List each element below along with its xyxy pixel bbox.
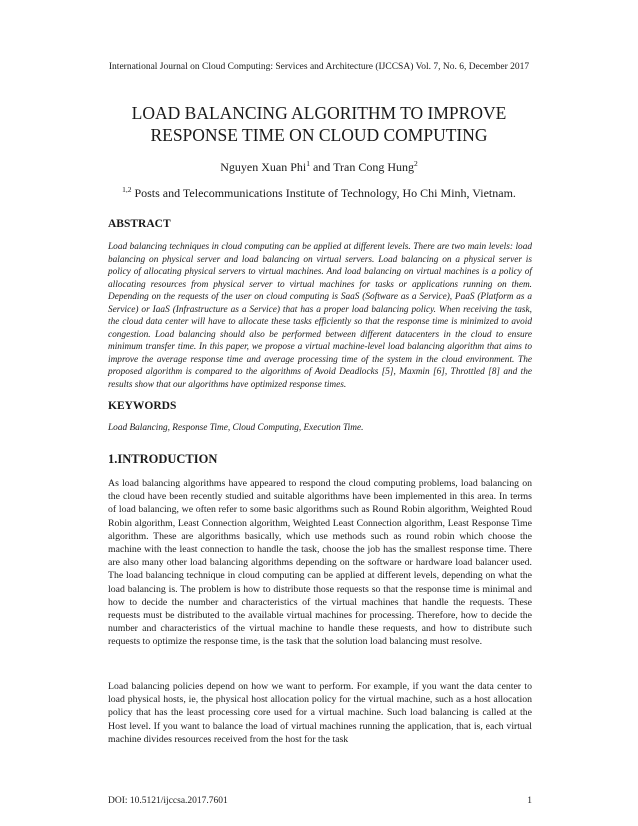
author-1-superscript: 1 (306, 159, 310, 168)
author-list (0, 160, 638, 175)
affiliation (0, 186, 638, 201)
introduction-paragraph-1: As load balancing algorithms have appeared to respond the cloud computing problems, load balancing on the cloud have been recently studied and suitable algorithms have been implemented in this area. In terms of load balancing, we often refer to some basic algorithms such as Round Robin algorithm, Weighted Roud Robin algorithm, Least Connection algorithm, Weighted Least Connection algorithm, Least Response Time algorithm. These are algorithms basically, which use methods such as round robin which choose the machine with the least connection to handle the task, choose the job has the smallest response time. There are also many other load balancing algorithms depending on the software or hardware load balancer used. The load balancing technique in cloud computing can be applied at different levels, depending on what the load balancing is. The problem is how to distribute those requests so that the response time is minimal and how to decide the number and characteristics of the virtual machines that handle the requests. These requests must be distributed to the available virtual machines for processing. Therefore, how to decide the number and characteristics of the virtual machine to handle these requests, and how to distribute such requests to optimize the response time, is the task that the solution load balancing must resolve. (108, 478, 532, 648)
author-2: Tran Cong Hung (333, 160, 414, 174)
paper-title (0, 102, 638, 146)
affiliation-text: Posts and Telecommunications Institute of Technology, Ho Chi Minh, Vietnam. (131, 186, 516, 200)
author-1: Nguyen Xuan Phi (220, 160, 307, 174)
page-number: 1 (527, 796, 532, 806)
title-line-2: RESPONSE TIME ON CLOUD COMPUTING (150, 125, 488, 145)
abstract-heading: ABSTRACT (108, 218, 171, 230)
introduction-heading: 1.INTRODUCTION (108, 452, 218, 466)
author-2-superscript: 2 (414, 159, 418, 168)
introduction-paragraph-2: Load balancing policies depend on how we want to perform. For example, if you want the data center to load physical hosts, ie, the physical host allocation policy for the virtual machine, such as a host allocation policy that has the least processing core used for a virtual machine. Such load balancing is called at the Host level. If you want to balance the load of virtual machines running the application, that is, each virtual machine divides resources received from the host for the task (108, 681, 532, 745)
affiliation-superscript: 1,2 (122, 185, 132, 194)
title-line-1: LOAD BALANCING ALGORITHM TO IMPROVE (131, 103, 507, 123)
keywords-heading: KEYWORDS (108, 400, 177, 412)
keywords-text: Load Balancing, Response Time, Cloud Computing, Execution Time. (108, 423, 364, 433)
author-connector: and (309, 160, 334, 174)
doi: DOI: 10.5121/ijccsa.2017.7601 (108, 796, 228, 806)
journal-header: International Journal on Cloud Computing: Services and Architecture (IJCCSA) Vol. 7, No. 6, December 2017 (108, 62, 530, 72)
abstract-text: Load balancing techniques in cloud computing can be applied at different levels. There are two main levels: load balancing on physical server and load balancing on virtual servers. Load balancing on a physical server is policy of allocating physical servers to virtual machines. And load balancing on virtual machines is a policy of allocating resources from physical server to virtual machines for tasks or applications running on them. Depending on the requests of the user on cloud computing is SaaS (Software as a Service), PaaS (Platform as a Service) or IaaS (Infrastructure as a Service) that has a proper load balancing policy. When receiving the task, the cloud data center will have to allocate these tasks efficiently so that the response time is minimized to avoid congestion. Load balancing should also be performed between different datacenters in the cloud to ensure minimum transfer time. In this paper, we propose a virtual machine-level load balancing algorithm that aims to improve the average response time and average processing time of the system in the cloud environment. The proposed algorithm is compared to the algorithms of Avoid Deadlocks [5], Maxmin [6], Throttled [8] and the results show that our algorithms have optimized response times. (108, 242, 532, 390)
